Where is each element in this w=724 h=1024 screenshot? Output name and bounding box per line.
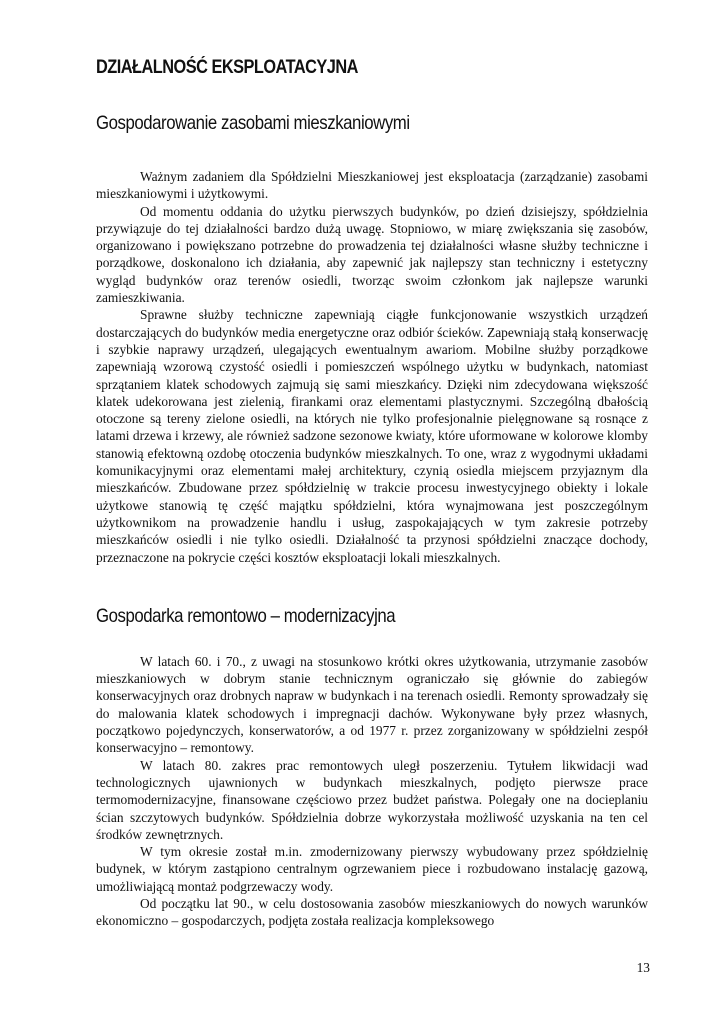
document-page <box>96 56 648 930</box>
section-body-remontowo <box>96 653 648 930</box>
paragraph: Od momentu oddania do użytku pierwszych budynków, po dzień dzisiejszy, spółdzielnia przywiązuje do tej działalności bardzo dużą uwagę. Stopniowo, w miarę zwiększania się zasobów, organizowano i powiększano potrzebne do prowadzenia tej działalności własne służby techniczne i porządkowe, doskonalono ich działania, aby zapewnić jak najlepszy stan techniczny i estetyczny wygląd budynków oraz terenów osiedli, tworząc swoim członkom jak najlepsze warunki zamieszkiwania. <box>96 203 648 306</box>
document-title: DZIAŁALNOŚĆ EKSPLOATACYJNA <box>96 57 358 78</box>
section-heading-remontowo: Gospodarka remontowo – modernizacyjna <box>96 604 396 627</box>
page-number: 13 <box>636 960 650 975</box>
section-body-gospodarowanie <box>96 168 648 566</box>
paragraph: W tym okresie został m.in. zmodernizowany pierwszy wybudowany przez spółdzielnię budynek, w którym zastąpiono centralnym ogrzewaniem piece i rozbudowano instalację gazową, umożliwiającą montaż podgrzewaczy wody. <box>96 844 648 894</box>
paragraph: Sprawne służby techniczne zapewniają ciągłe funkcjonowanie wszystkich urządzeń dostarczających do budynków media energetyczne oraz odbiór ścieków. Zapewniają stałą konserwację i szybkie naprawy urządzeń, ulegających ewentualnym awariom. Mobilne służby porządkowe zapewniają wzorową czystość osiedli i pomieszczeń wspólnego użytku w budynkach, natomiast sprzątaniem klatek schodowych zajmują się sami mieszkańcy. Dzięki nim zdecydowana większość klatek udekorowana jest zielenią, firankami oraz elementami plastycznymi. Szczególną dbałością otoczone są tereny zielone osiedli, na których nie tylko profesjonalnie pielęgnowane są rosnące z latami drzewa i krzewy, ale również sadzone sezonowe kwiaty, które uformowane w kolorowe klomby stanowią efektowną ozdobę otoczenia budynków mieszkalnych. To one, wraz z wygodnymi układami komunikacyjnymi oraz elementami małej architektury, czynią osiedla miejscem przyjaznym dla mieszkańców. Zbudowane przez spółdzielnię w trakcie procesu inwestycyjnego obiekty i lokale użytkowe stanowią tę część majątku spółdzielni, która wynajmowana jest poszczególnym użytkownikom na prowadzenie handlu i usług, zaspokajających w tym zakresie potrzeby mieszkańców osiedli i nie tylko osiedli. Działalność ta przynosi spółdzielni znaczące dochody, przeznaczone na pokrycie części kosztów eksploatacji lokali mieszkalnych. <box>96 307 648 565</box>
section-heading-gospodarowanie: Gospodarowanie zasobami mieszkaniowymi <box>96 112 410 134</box>
paragraph: W latach 60. i 70., z uwagi na stosunkowo krótki okres użytkowania, utrzymanie zasobów mieszkaniowych w dobrym stanie technicznym ograniczało się głównie do zabiegów konserwacyjnych oraz drobnych napraw w budynkach i na terenach osiedli. Remonty sprowadzały się do malowania klatek schodowych i impregnacji dachów. Wykonywane były przez własnych, początkowo pojedynczych, konserwatorów, a od 1977 r. przez zorganizowany w spółdzielni zespół konserwacyjno – remontowy. <box>96 653 648 756</box>
paragraph: Od początku lat 90., w celu dostosowania zasobów mieszkaniowych do nowych warunków ekonomiczno – gospodarczych, podjęta została realizacja kompleksowego <box>96 895 648 929</box>
paragraph: W latach 80. zakres prac remontowych uległ poszerzeniu. Tytułem likwidacji wad technologicznych ujawnionych w budynkach mieszkalnych, podjęto pierwsze prace termomodernizacyjne, finansowane częściowo przez budżet państwa. Polegały one na docieplaniu ścian szczytowych budynków. Spółdzielnia dobrze wykorzystała możliwość uzyskania na ten cel środków zewnętrznych. <box>96 757 648 842</box>
paragraph: Ważnym zadaniem dla Spółdzielni Mieszkaniowej jest eksploatacja (zarządzanie) zasobami mieszkaniowymi i użytkowymi. <box>96 169 648 202</box>
